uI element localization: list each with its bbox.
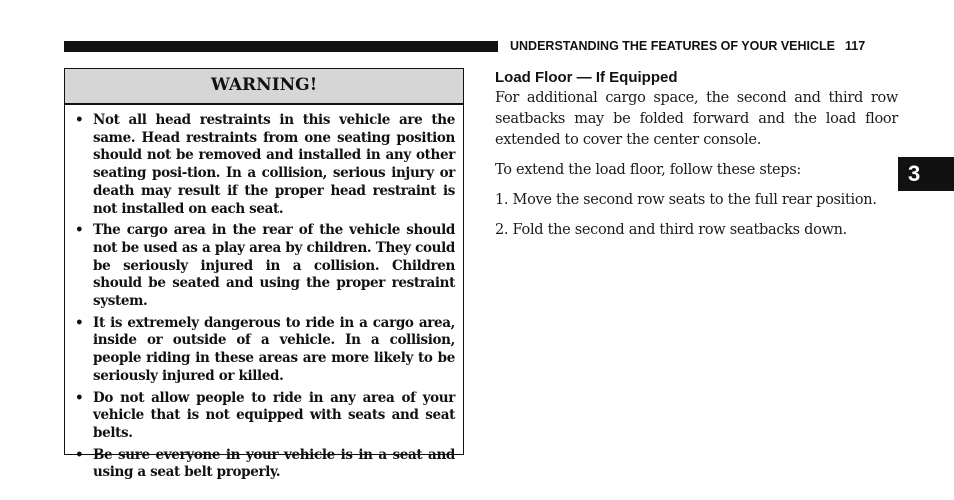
warning-item xyxy=(73,222,455,311)
warning-title: WARNING! xyxy=(65,69,463,105)
load-floor-section xyxy=(495,68,898,241)
bullet-icon: • xyxy=(75,112,84,128)
header-rule xyxy=(64,41,498,52)
bullet-icon: • xyxy=(75,314,84,331)
chapter-number: 3 xyxy=(908,161,921,186)
warning-item xyxy=(73,390,455,443)
warning-item xyxy=(73,447,455,482)
bullet-icon: • xyxy=(75,446,84,463)
warning-item-text: Not all head restraints in this vehicle are the same. Head restraints from one seating position should not be removed and installed in any other seating posi-tion. In a collision, serious injury or death may result if the proper head restraint is not installed on each seat. xyxy=(93,112,455,217)
extend-instructions: To extend the load floor, follow these steps: xyxy=(495,162,802,178)
step-item: 1. Move the second row seats to the full rear position. xyxy=(495,192,877,208)
warning-box xyxy=(64,68,464,481)
warning-list xyxy=(65,105,463,482)
warning-item xyxy=(73,112,455,218)
intro-paragraph: For additional cargo space, the second and third row seatbacks may be folded forward and the load floor extended to cover the center console. xyxy=(495,90,898,148)
bullet-icon: • xyxy=(75,222,84,239)
section-heading: Load Floor — If Equipped xyxy=(495,69,678,86)
header-section-title: UNDERSTANDING THE FEATURES OF YOUR VEHICLE xyxy=(510,39,836,53)
warning-item-text: Be sure everyone in your vehicle is in a seat and using a seat belt properly. xyxy=(93,446,455,481)
step-item: 2. Fold the second and third row seatbacks down. xyxy=(495,222,847,238)
warning-item xyxy=(73,315,455,386)
warning-item-text: The cargo area in the rear of the vehicle should not be used as a play area by children. They could be seriously injured in a collision. Children should be seated and using the proper restraint system. xyxy=(93,222,455,310)
bullet-icon: • xyxy=(75,389,84,406)
page-number: 117 xyxy=(845,39,866,53)
chapter-tab xyxy=(898,157,954,191)
steps-list xyxy=(495,190,898,241)
warning-item-text: Do not allow people to ride in any area of your vehicle that is not equipped with seats and seat belts. xyxy=(93,389,455,441)
warning-item-text: It is extremely dangerous to ride in a cargo area, inside or outside of a vehicle. In a collision, people riding in these areas are more likely to be seriously injured or killed. xyxy=(93,314,455,384)
running-header xyxy=(510,38,865,54)
